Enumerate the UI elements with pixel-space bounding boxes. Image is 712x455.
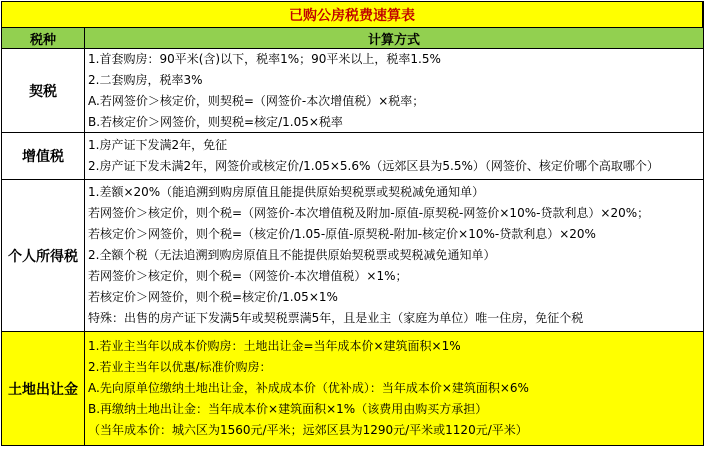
row-content-deed-tax [85, 49, 703, 133]
tax-quick-calc-table [1, 1, 704, 446]
row-content-personal-income-tax [85, 180, 703, 332]
column-header-method: 计算方式 [85, 28, 703, 49]
table-cell-line: 2.房产证下发未满2年，网签价或核定价/1.05×5.6%（远郊区县为5.5%）（网签价、核定价哪个高取哪个） [88, 159, 659, 173]
table-cell-line: 若网签价＞核定价，则个税=（网签价-本次增值税及附加-原值-原契税-网签价×10%-贷款利息）×20%； [88, 206, 650, 220]
table-cell-line: B.若核定价＞网签价，则契税=核定/1.05×税率 [88, 114, 343, 129]
row-label-land-transfer-fee: 土地出让金 [2, 332, 85, 445]
row-content-land-transfer-fee [85, 332, 703, 445]
table-cell-line: 若核定价＞网签价，则个税=核定价/1.05×1% [88, 290, 338, 304]
table-cell-line: 特殊：出售的房产证下发满5年或契税票满5年，且是业主（家庭为单位）唯一住房，免征个税 [88, 311, 584, 325]
column-header-tax-type: 税种 [2, 28, 85, 49]
table-cell-line: B.再缴纳土地出让金：当年成本价×建筑面积×1%（该费用由购买方承担） [88, 402, 488, 416]
row-label-deed-tax: 契税 [2, 49, 85, 133]
row-label-vat: 增值税 [2, 133, 85, 180]
table-cell-line: A.先向原单位缴纳土地出让金，补成成本价（优补成）：当年成本价×建筑面积×6% [88, 381, 529, 395]
table-cell-line: 若核定价＞网签价，则个税=（核定价/1.05-原值-原契税-附加-核定价×10%-贷款利息）×20% [88, 227, 596, 241]
table-cell-line: 2.全额个税（无法追溯到购房原值且不能提供原始契税票或契税减免通知单） [88, 248, 496, 262]
row-label-personal-income-tax: 个人所得税 [2, 180, 85, 332]
row-content-vat [85, 133, 703, 180]
table-cell-line: 1.首套购房：90平米(含)以下，税率1%；90平米以上，税率1.5% [88, 51, 441, 66]
table-cell-line: 2.若业主当年以优惠/标准价购房： [88, 360, 272, 374]
table-cell-line: A.若网签价＞核定价，则契税=（网签价-本次增值税）×税率； [88, 93, 425, 108]
table-cell-line: 1.差额×20%（能追溯到购房原值且能提供原始契税票或契税减免通知单） [88, 185, 485, 199]
table-cell-line: 若网签价＞核定价，则个税=（网签价-本次增值税）×1%； [88, 269, 408, 283]
table-cell-line: 1.房产证下发满2年，免征 [88, 138, 228, 152]
table-cell-line: （当年成本价：城六区为1560元/平米；远郊区县为1290元/平米或1120元/平米） [88, 423, 528, 437]
table-title: 已购公房税费速算表 [2, 2, 703, 28]
table-cell-line: 1.若业主当年以成本价购房：土地出让金=当年成本价×建筑面积×1% [88, 339, 461, 353]
table-cell-line: 2.二套购房，税率3% [88, 72, 203, 87]
